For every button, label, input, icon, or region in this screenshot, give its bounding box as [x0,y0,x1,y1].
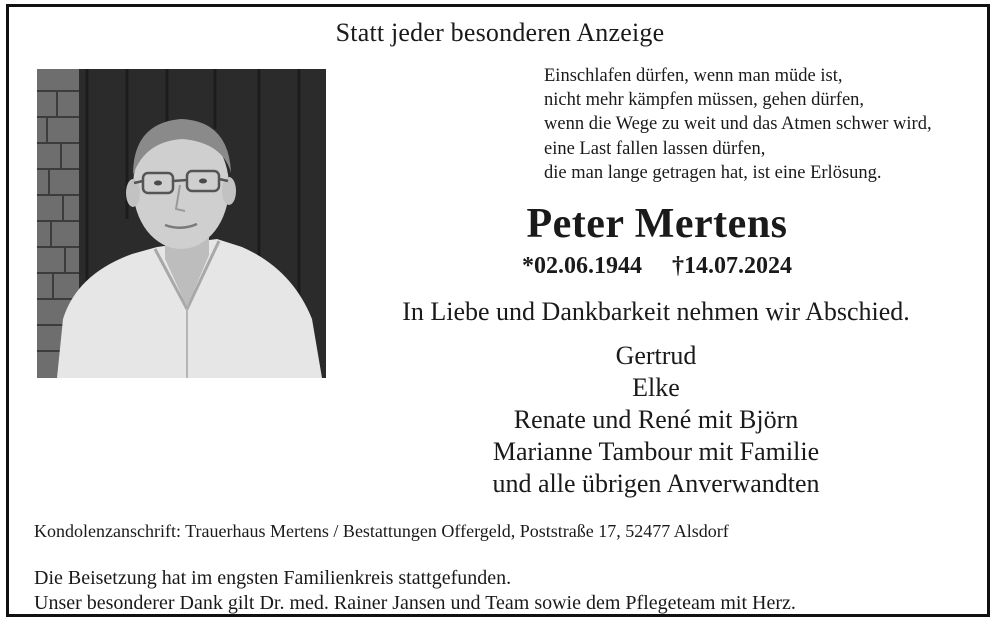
portrait-photo [37,69,326,378]
farewell-text: In Liebe und Dankbarkeit nehmen wir Abschied. [402,297,910,326]
poem-line: Einschlafen dürfen, wenn man müde ist, [544,66,843,86]
death-date: †14.07.2024 [672,253,792,279]
life-dates [460,253,854,280]
note-line: Die Beisetzung hat im engsten Familienkreis stattgefunden. [34,567,512,589]
closing-notes [34,566,796,616]
notice-header: Statt jeder besonderen Anzeige [335,18,665,47]
poem [544,64,932,185]
poem-line: eine Last fallen lassen dürfen, [544,138,766,159]
mourner-name: und alle übrigen Anverwandten [492,469,820,498]
note-line: Unser besonderer Dank gilt Dr. med. Rainer Jansen und Team sowie dem Pflegeteam mit Herz. [34,592,796,614]
mourners-list [430,340,882,500]
condolence-address: Kondolenzanschrift: Trauerhaus Mertens / Bestattungen Offergeld, Poststraße 17, 52477 Alsdorf [34,521,729,541]
poem-line: die man lange getragen hat, ist eine Erlösung. [544,162,882,183]
poem-line: nicht mehr kämpfen müssen, gehen dürfen, [544,90,865,111]
mourner-name: Elke [632,373,680,402]
deceased-name: Peter Mertens [526,201,788,247]
birth-date: *02.06.1944 [522,253,642,279]
poem-line: wenn die Wege zu weit und das Atmen schwer wird, [544,114,932,135]
mourner-name: Gertrud [615,341,697,370]
mourner-name: Renate und René mit Björn [513,405,799,434]
mourner-name: Marianne Tambour mit Familie [492,437,820,466]
